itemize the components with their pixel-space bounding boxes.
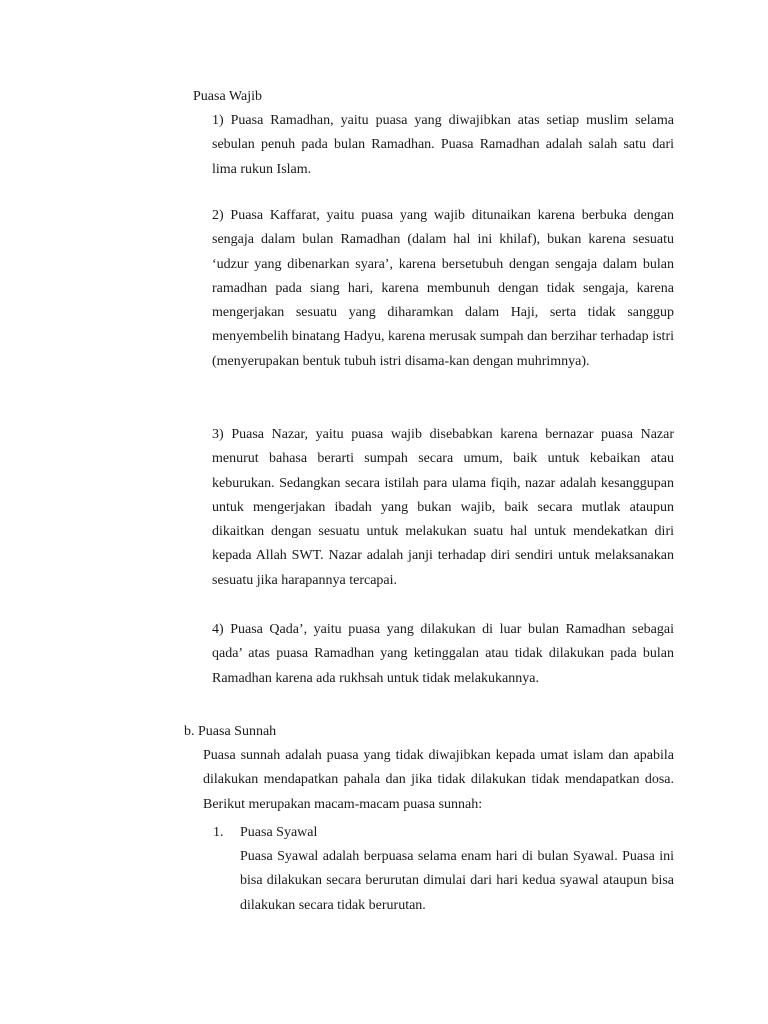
intro-puasa-sunnah: Puasa sunnah adalah puasa yang tidak diwajibkan kepada umat islam dan apabila dilakukan mendapatkan pahala dan jika tidak dilakukan tidak mendapatkan dosa. Berikut merupakan macam-macam puasa sunnah: (203, 748, 674, 812)
heading-puasa-wajib: Puasa Wajib (193, 89, 262, 104)
subitem-number: 1. (213, 825, 224, 840)
item-puasa-nazar: 3) Puasa Nazar, yaitu puasa wajib disebabkan karena bernazar puasa Nazar menurut bahasa berarti sumpah secara umum, baik untuk kebaikan atau keburukan. Sedangkan secara istilah para ulama fiqih, nazar adalah kesanggupan untuk mengerjakan ibadah yang bukan wajib, baik secara mutlak ataupun dikaitkan dengan sesuatu untuk melakukan suatu hal untuk mendekatkan diri kepada Allah SWT. Nazar adalah janji terhadap diri sendiri untuk melaksanakan sesuatu jika harapannya tercapai. (212, 427, 674, 588)
subitem-puasa-syawal-title (213, 821, 674, 845)
item-puasa-qada: 4) Puasa Qada’, yaitu puasa yang dilakukan di luar bulan Ramadhan sebagai qada’ atas puasa Ramadhan yang ketinggalan atau tidak dilakukan pada bulan Ramadhan karena ada rukhsah untuk tidak melakukannya. (212, 622, 674, 686)
subitem-puasa-syawal-body: Puasa Syawal adalah berpuasa selama enam hari di bulan Syawal. Puasa ini bisa dilakukan secara berurutan dimulai dari hari kedua syawal ataupun bisa dilakukan secara tidak berurutan. (240, 849, 674, 913)
item-puasa-ramadhan: 1) Puasa Ramadhan, yaitu puasa yang diwajibkan atas setiap muslim selama sebulan penuh pada bulan Ramadhan. Puasa Ramadhan adalah salah satu dari lima rukun Islam. (212, 113, 674, 177)
subitem-title: Puasa Syawal (240, 825, 318, 840)
heading-puasa-sunnah: b. Puasa Sunnah (184, 724, 277, 739)
item-puasa-kaffarat: 2) Puasa Kaffarat, yaitu puasa yang wajib ditunaikan karena berbuka dengan sengaja dalam bulan Ramadhan (dalam hal ini khilaf), bukan karena sesuatu ‘udzur yang dibenarkan syara’, karena bersetubuh dengan sengaja dalam bulan ramadhan pada siang hari, karena membunuh dengan tidak sengaja, karena mengerjakan sesuatu yang diharamkan dalam Haji, serta tidak sanggup menyembelih binatang Hadyu, karena merusak sumpah dan berzihar terhadap istri (menyerupakan bentuk tubuh istri disama-kan dengan muhrimnya). (212, 208, 674, 369)
